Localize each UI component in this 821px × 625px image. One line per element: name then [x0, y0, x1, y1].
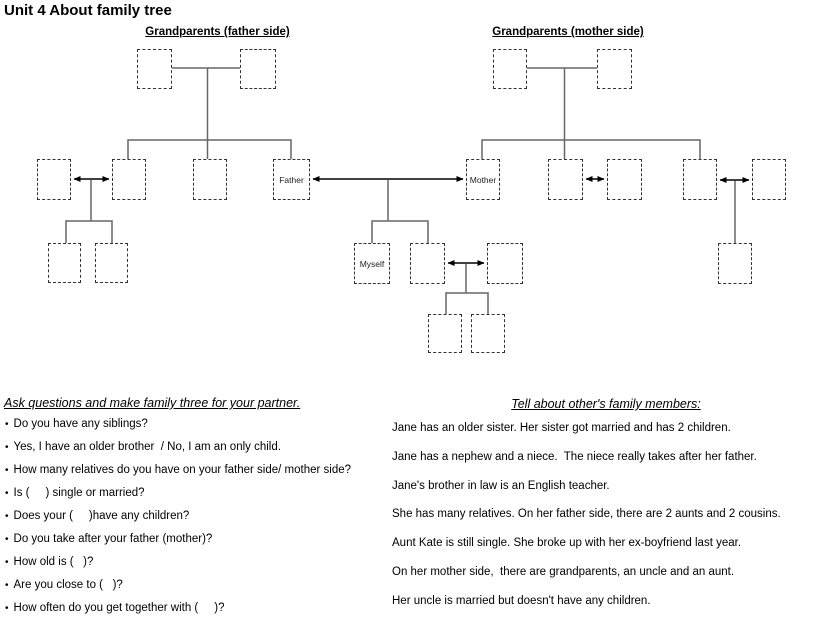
bullet-icon: •: [5, 557, 9, 568]
uncle-spouse-mother-side-box: [607, 159, 642, 200]
father-label: Father: [279, 174, 304, 185]
question-text: How old is ( )?: [13, 556, 94, 568]
aunt-spouse-mother-side-box: [752, 159, 786, 200]
grandmother-father-side-box: [240, 49, 276, 89]
mother-label: Mother: [469, 174, 497, 185]
tell-statements-list: [392, 422, 820, 624]
question-item: [4, 579, 390, 602]
sibling-child2-box: [471, 314, 505, 353]
question-text: Are you close to ( )?: [13, 579, 123, 591]
father-box: [273, 159, 310, 200]
question-item: [4, 418, 390, 441]
question-text: Yes, I have an older brother / No, I am an only child.: [13, 441, 281, 453]
sibling-box: [410, 243, 445, 284]
bullet-icon: •: [5, 419, 9, 430]
bullet-icon: •: [5, 534, 9, 545]
mother-side-heading: Grandparents (mother side): [492, 26, 644, 38]
question-text: Do you take after your father (mother)?: [13, 533, 213, 545]
question-item: [4, 487, 390, 510]
aunt-mother-side-box: [683, 159, 717, 200]
cousin-mother-side-box: [718, 243, 752, 284]
uncle-mother-side-box: [548, 159, 583, 200]
question-item: [4, 510, 390, 533]
tell-statement: Her uncle is married but doesn't have any children.: [392, 594, 651, 607]
bullet-icon: •: [5, 488, 9, 499]
tell-statement: She has many relatives. On her father side, there are 2 aunts and 2 cousins.: [392, 508, 781, 521]
question-text: Does your ( )have any children?: [13, 510, 190, 522]
question-item: [4, 464, 390, 487]
cousin2-father-side-box: [95, 243, 128, 283]
tell-statement: Jane has a nephew and a niece. The niece really takes after her father.: [392, 450, 757, 463]
father-side-heading: Grandparents (father side): [145, 26, 290, 38]
sibling-spouse-box: [487, 243, 523, 284]
grandmother-mother-side-box: [597, 49, 632, 89]
question-item: [4, 441, 390, 464]
tell-section: [392, 397, 820, 624]
page-title: Unit 4 About family tree: [4, 2, 172, 19]
bullet-icon: •: [5, 442, 9, 453]
grandfather-father-side-box: [137, 49, 172, 89]
sibling-child1-box: [428, 314, 462, 353]
bullet-icon: •: [5, 580, 9, 591]
cousin1-father-side-box: [48, 243, 81, 283]
question-text: Is ( ) single or married?: [13, 487, 145, 499]
question-item: [4, 556, 390, 579]
tell-statement: Jane has an older sister. Her sister got married and has 2 children.: [392, 422, 731, 434]
myself-box: [354, 243, 390, 284]
bullet-icon: •: [5, 511, 9, 522]
aunt-spouse-father-side-box: [37, 159, 71, 200]
tell-heading: Tell about other's family members:: [511, 397, 701, 411]
question-text: How many relatives do you have on your father side/ mother side?: [13, 464, 352, 476]
question-text: Do you have any siblings?: [13, 418, 148, 430]
question-item: [4, 533, 390, 556]
questions-list: [4, 418, 390, 625]
aunt2-father-side-box: [193, 159, 227, 200]
grandfather-mother-side-box: [493, 49, 527, 89]
bullet-icon: •: [5, 465, 9, 476]
mother-box: [466, 159, 500, 200]
bullet-icon: •: [5, 603, 9, 614]
questions-section: [4, 396, 390, 625]
tell-statement: Jane's brother in law is an English teacher.: [392, 479, 610, 492]
tell-statement: On her mother side, there are grandparents, an uncle and an aunt.: [392, 565, 735, 578]
questions-heading: Ask questions and make family three for your partner.: [4, 396, 301, 410]
question-text: How often do you get together with ( )?: [13, 602, 225, 614]
myself-label: Myself: [359, 258, 385, 269]
tell-statement: Aunt Kate is still single. She broke up with her ex-boyfriend last year.: [392, 537, 742, 550]
question-item: [4, 602, 390, 625]
aunt1-father-side-box: [112, 159, 146, 200]
